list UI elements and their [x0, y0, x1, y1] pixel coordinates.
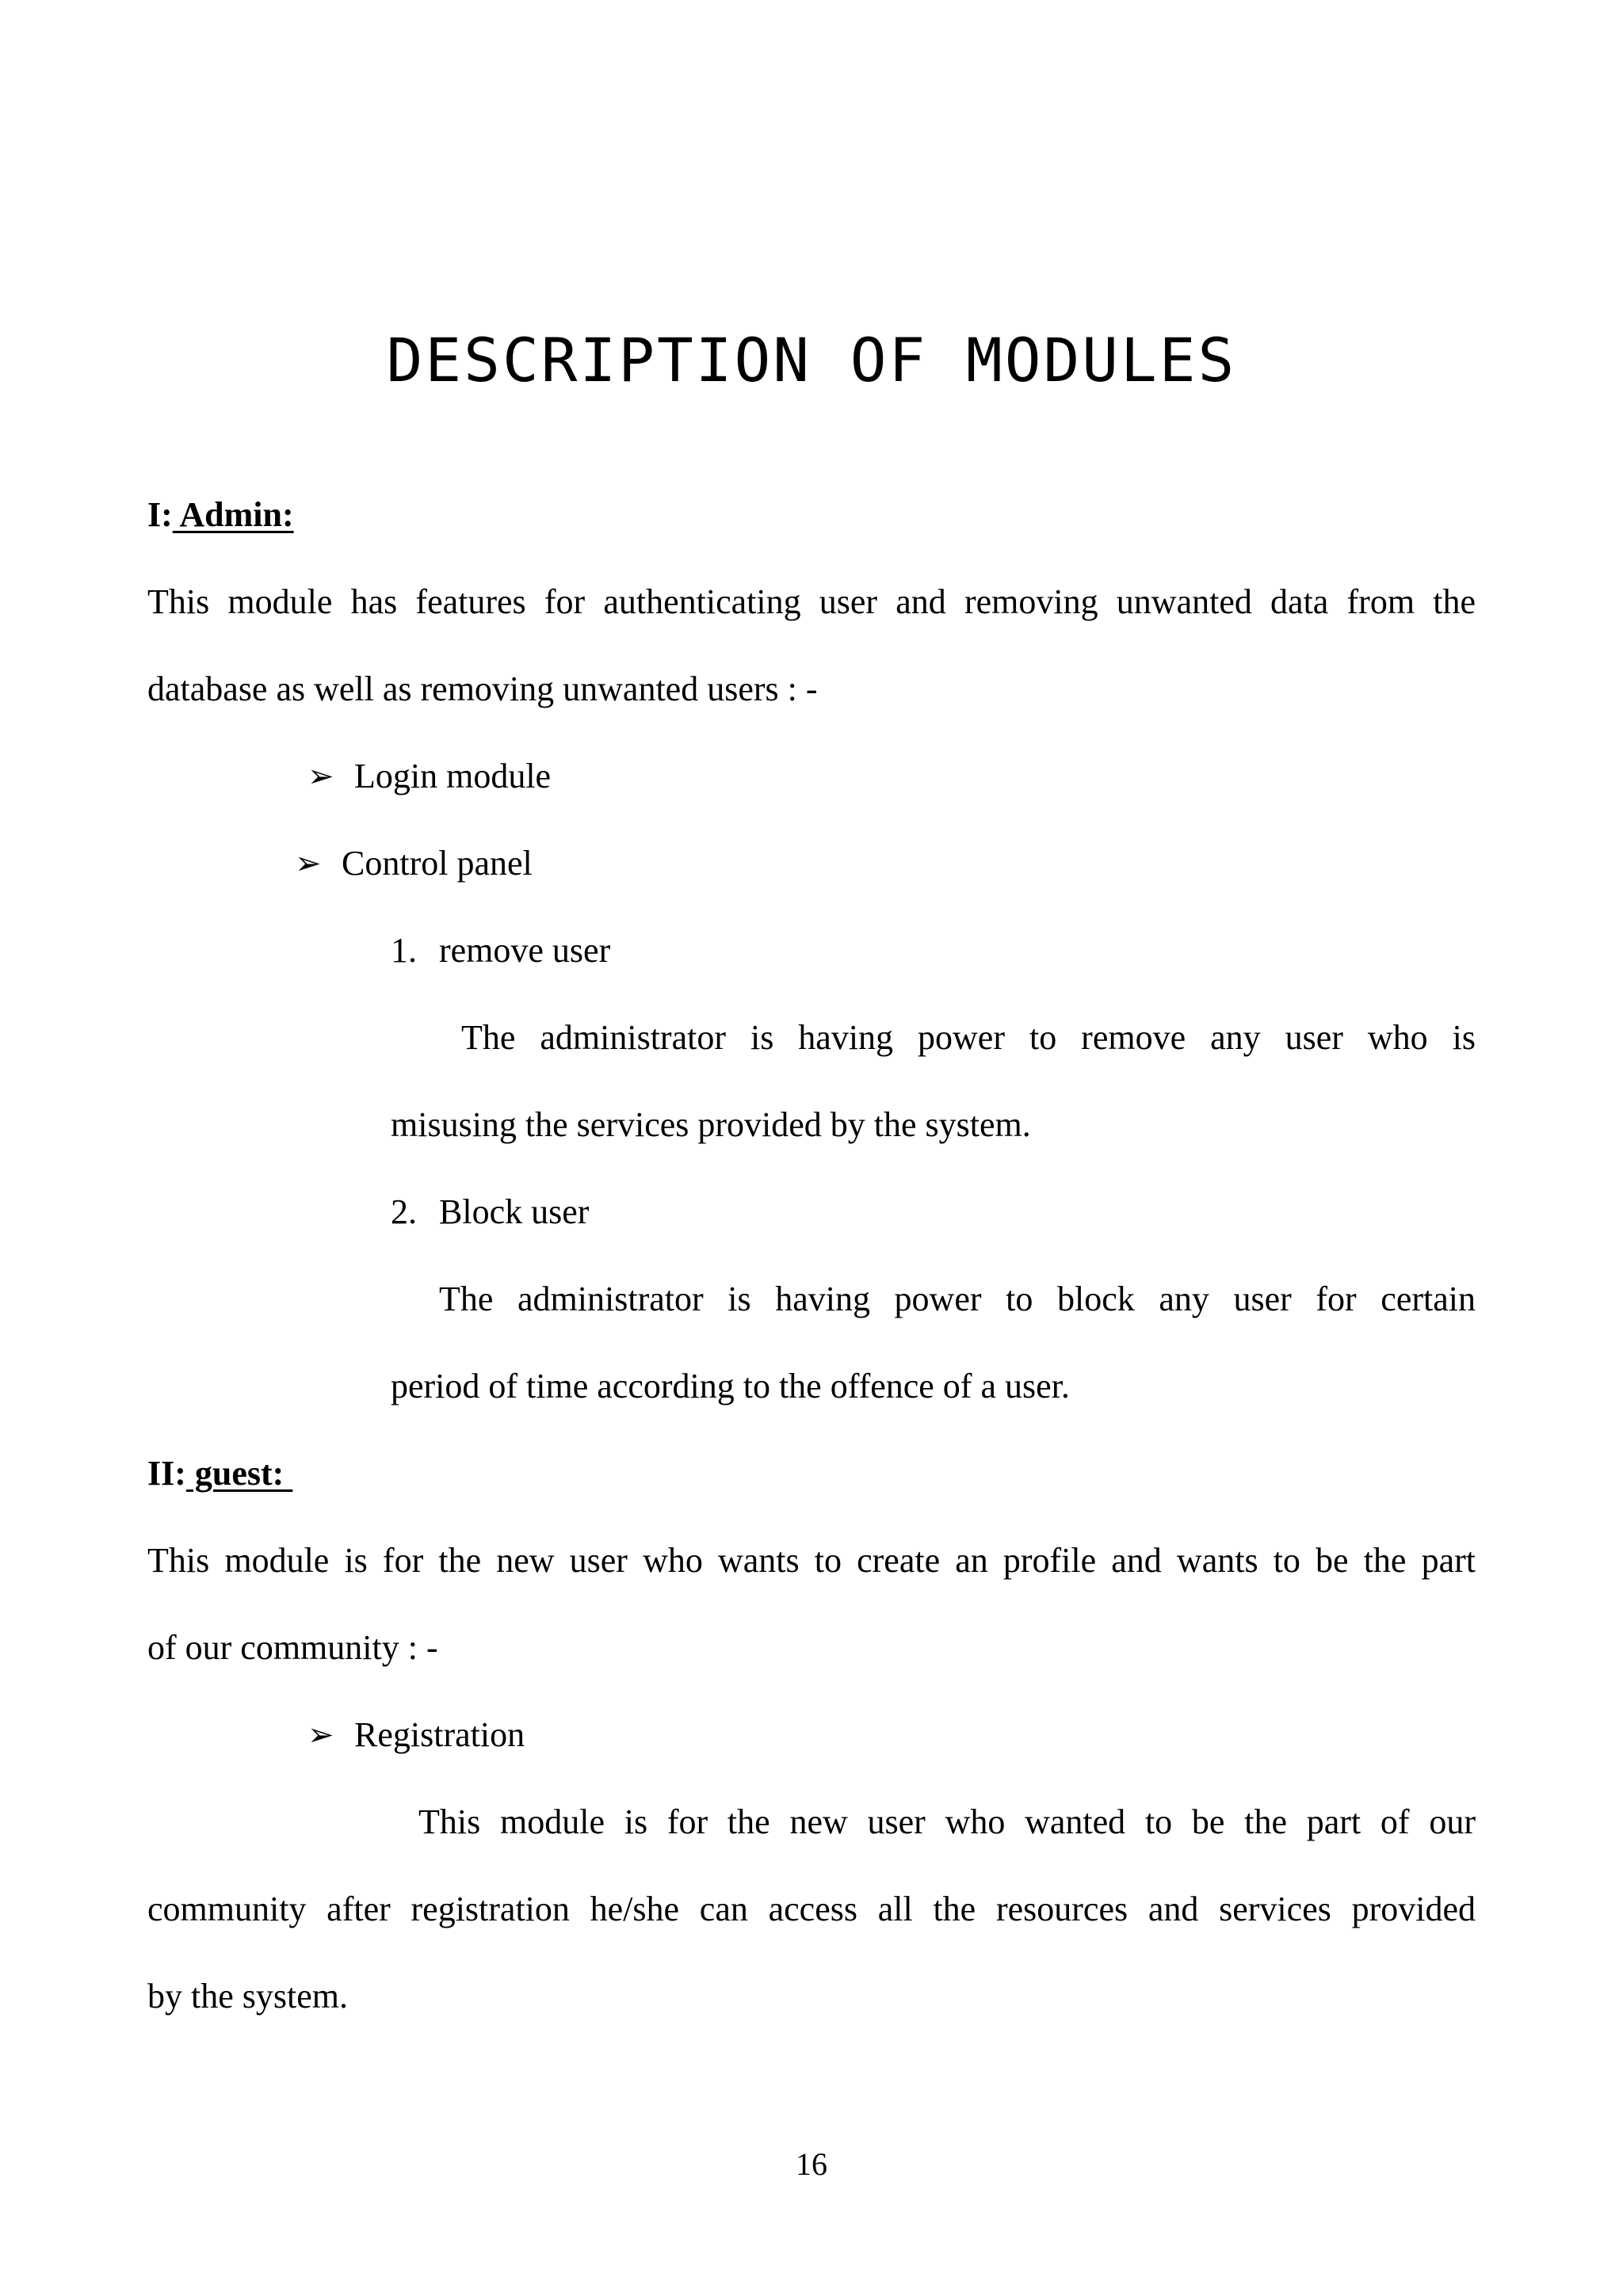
admin-intro-line-1: This module has features for authenticating user and removing unwanted data from the [147, 582, 1476, 621]
admin-intro-line-2: database as well as removing unwanted users : - [147, 669, 818, 708]
bullet-login-module: Login module [354, 757, 552, 795]
arrow-bullet-icon: ➢ [307, 1717, 334, 1753]
section-prefix: I: [147, 495, 173, 534]
remove-user-desc-line-2: misusing the services provided by the system. [391, 1105, 1031, 1144]
bullet-control-panel: Control panel [342, 844, 533, 883]
section-prefix: II: [147, 1454, 186, 1493]
page-title: DESCRIPTION OF MODULES [386, 325, 1237, 395]
page-number: 16 [796, 2146, 827, 2182]
block-user-desc-line-2: period of time according to the offence of a user. [391, 1367, 1070, 1405]
section-title: Admin: [172, 495, 294, 534]
list-item-remove-user: remove user [439, 931, 611, 970]
section-heading-guest [147, 1450, 292, 1497]
block-user-desc-line-1: The administrator is having power to block any user for certain [439, 1280, 1476, 1318]
arrow-bullet-icon: ➢ [295, 845, 322, 881]
arrow-bullet-icon: ➢ [307, 758, 334, 794]
list-item-block-user: Block user [439, 1192, 590, 1231]
registration-desc-line-3: by the system. [147, 1977, 348, 2016]
section-title: guest: [185, 1454, 293, 1493]
list-item-number: 2. [391, 1192, 417, 1231]
registration-desc-line-2: community after registration he/she can access all the resources and services provided [147, 1890, 1476, 1928]
guest-intro-line-1: This module is for the new user who wants to create an profile and wants to be the part [147, 1541, 1476, 1580]
section-heading-admin [147, 491, 294, 539]
list-item-number: 1. [391, 931, 417, 970]
bullet-registration: Registration [354, 1715, 525, 1754]
remove-user-desc-line-1: The administrator is having power to remove any user who is [461, 1018, 1476, 1057]
registration-desc-line-1: This module is for the new user who wanted to be the part of our [418, 1802, 1476, 1841]
guest-intro-line-2: of our community : - [147, 1628, 438, 1667]
